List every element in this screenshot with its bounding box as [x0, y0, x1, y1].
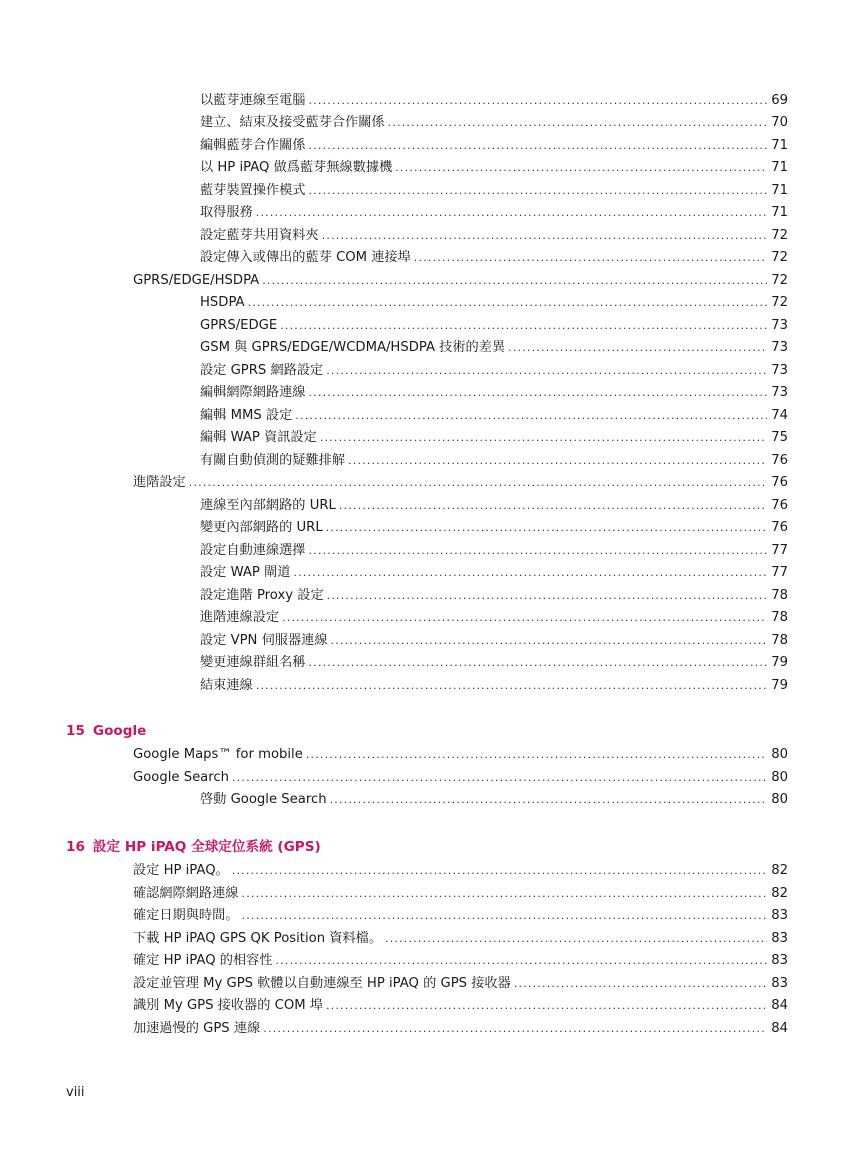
toc-page-number: 73: [771, 318, 788, 333]
toc-section-entry[interactable]: [133, 857, 788, 879]
toc-page-number: 71: [771, 183, 788, 198]
toc-page-number: 72: [771, 273, 788, 288]
toc-entry[interactable]: [200, 537, 788, 559]
toc-leader: [326, 999, 767, 1013]
toc-entry[interactable]: [200, 582, 788, 604]
toc-section-entry[interactable]: [133, 902, 788, 924]
toc-leader: [242, 909, 768, 923]
toc-leader: [232, 771, 767, 785]
toc-section-entry[interactable]: [133, 992, 788, 1014]
toc-entry[interactable]: [200, 649, 788, 671]
toc-entry-title: 設定 HP iPAQ。: [133, 863, 229, 878]
toc-leader: [508, 341, 767, 355]
toc-entry-title: 設定 VPN 伺服器連線: [200, 633, 328, 648]
toc-entry-title: GSM 與 GPRS/EDGE/WCDMA/HSDPA 技術的差異: [200, 340, 506, 355]
toc-entry-title: Google Maps™ for mobile: [133, 747, 303, 762]
toc-page-number: 76: [771, 498, 788, 513]
toc-entry-title: 下載 HP iPAQ GPS QK Position 資料檔。: [133, 931, 383, 946]
toc-entry-title: 以藍芽連線至電腦: [200, 93, 306, 108]
toc-page-number: 73: [771, 385, 788, 400]
toc-leader: [309, 94, 768, 108]
toc-entry-title: 變更連線群組名稱: [200, 655, 306, 670]
toc-entry-title: 藍芽裝置操作模式: [200, 183, 306, 198]
toc-entry-title: 確定日期與時間。: [133, 908, 239, 923]
chapter-number: 16: [66, 839, 85, 855]
toc-entry-title: 設定傳入或傳出的藍芽 COM 連接埠: [200, 250, 411, 265]
toc-entry-title: 設定並管理 My GPS 軟體以自動連線至 HP iPAQ 的 GPS 接收器: [133, 976, 511, 991]
toc-section-entry[interactable]: [133, 1015, 788, 1037]
toc-leader: [388, 116, 768, 130]
toc-leader: [189, 476, 767, 490]
toc-leader: [322, 229, 768, 243]
toc-leader: [339, 499, 767, 513]
toc-entry-title: 加速過慢的 GPS 連線: [133, 1021, 261, 1036]
toc-leader: [320, 431, 767, 445]
toc-page-number: 77: [771, 543, 788, 558]
toc-entry-title: 識別 My GPS 接收器的 COM 埠: [133, 998, 323, 1013]
toc-page-number: 79: [771, 678, 788, 693]
toc-page-number: 82: [771, 863, 788, 878]
toc-entry[interactable]: [200, 559, 788, 581]
toc-page-number: 82: [771, 886, 788, 901]
toc-entry[interactable]: [200, 334, 788, 356]
toc-leader: [263, 1022, 767, 1036]
toc-entry-title: 啓動 Google Search: [200, 792, 327, 807]
chapter-heading-16[interactable]: [66, 837, 321, 857]
toc-entry[interactable]: [200, 199, 788, 221]
toc-page-number: 80: [771, 792, 788, 807]
toc-page-number: 72: [771, 228, 788, 243]
toc-entry[interactable]: [200, 357, 788, 379]
page-folio: viii: [66, 1085, 85, 1100]
toc-leader: [232, 864, 767, 878]
toc-section-entry[interactable]: [133, 469, 788, 491]
toc-leader: [256, 206, 767, 220]
toc-page-number: 80: [771, 770, 788, 785]
toc-entry[interactable]: [200, 312, 788, 334]
toc-page-number: 83: [771, 976, 788, 991]
toc-page-number: 71: [771, 205, 788, 220]
toc-entry-title: GPRS/EDGE/HSDPA: [133, 273, 260, 288]
toc-entry-title: 進階設定: [133, 475, 186, 490]
toc-leader: [293, 566, 767, 580]
toc-entry[interactable]: [200, 604, 788, 626]
toc-leader: [256, 679, 767, 693]
toc-section-entry[interactable]: [133, 947, 788, 969]
toc-entry[interactable]: [200, 109, 788, 131]
toc-page-number: 76: [771, 453, 788, 468]
chapter-number: 15: [66, 723, 85, 739]
toc-page-number: 70: [771, 115, 788, 130]
toc-entry-title: 設定自動連線選擇: [200, 543, 306, 558]
toc-page-number: 84: [771, 1021, 788, 1036]
toc-leader: [327, 589, 768, 603]
toc-leader: [330, 793, 768, 807]
toc-leader: [326, 521, 768, 535]
toc-page-number: 72: [771, 295, 788, 310]
toc-entry[interactable]: [200, 672, 788, 694]
toc-entry-title: 取得服務: [200, 205, 253, 220]
toc-leader: [280, 319, 767, 333]
toc-section-entry[interactable]: [133, 970, 788, 992]
toc-leader: [309, 184, 768, 198]
toc-entry[interactable]: [200, 379, 788, 401]
toc-entry-title: 編輯 MMS 設定: [200, 408, 293, 423]
toc-entry-title: 設定進階 Proxy 設定: [200, 588, 324, 603]
toc-entry[interactable]: [200, 289, 788, 311]
toc-leader: [414, 251, 767, 265]
toc-entry-title: 設定 WAP 閘道: [200, 565, 291, 580]
toc-entry[interactable]: [200, 244, 788, 266]
toc-page-number: 83: [771, 953, 788, 968]
toc-leader: [348, 454, 767, 468]
toc-page-number: 73: [771, 363, 788, 378]
toc-leader: [309, 544, 768, 558]
toc-leader: [242, 887, 768, 901]
toc-entry-title: GPRS/EDGE: [200, 318, 278, 333]
toc-entry-title: 確認網際網路連線: [133, 886, 239, 901]
toc-page-number: 74: [771, 408, 788, 423]
toc-entry[interactable]: [200, 447, 788, 469]
toc-entry-title: 變更內部網路的 URL: [200, 520, 323, 535]
toc-entry[interactable]: [200, 514, 788, 536]
toc-entry[interactable]: [200, 424, 788, 446]
toc-page-number: 77: [771, 565, 788, 580]
toc-entry[interactable]: [200, 154, 788, 176]
toc-section-entry[interactable]: [133, 925, 788, 947]
toc-entry[interactable]: [200, 492, 788, 514]
toc-entry-title: 結束連線: [200, 678, 253, 693]
toc-page-number: 78: [771, 610, 788, 625]
toc-page-number: 84: [771, 998, 788, 1013]
chapter-title: 設定 HP iPAQ 全球定位系統 (GPS): [92, 839, 321, 855]
toc-entry[interactable]: [200, 177, 788, 199]
toc-entry-title: 編輯藍芽合作關係: [200, 138, 306, 153]
toc-leader: [295, 409, 767, 423]
toc-entry[interactable]: [200, 132, 788, 154]
toc-page-number: 76: [771, 520, 788, 535]
toc-entry-title: 連線至內部網路的 URL: [200, 498, 336, 513]
toc-entry-title: 設定 GPRS 網路設定: [200, 363, 324, 378]
toc-leader: [309, 656, 768, 670]
toc-leader: [395, 161, 767, 175]
toc-leader: [385, 932, 767, 946]
toc-entry-title: 編輯網際網路連線: [200, 385, 306, 400]
toc-page-number: 78: [771, 588, 788, 603]
toc-page-number: 78: [771, 633, 788, 648]
toc-leader: [309, 139, 768, 153]
toc-entry-title: 建立、結束及接受藍芽合作關係: [200, 115, 385, 130]
toc-page-number: 73: [771, 340, 788, 355]
toc-page-number: 72: [771, 250, 788, 265]
toc-entry[interactable]: [200, 627, 788, 649]
toc-section-entry[interactable]: [133, 764, 788, 786]
toc-entry[interactable]: [200, 786, 788, 808]
toc-page-number: 75: [771, 430, 788, 445]
chapter-heading-15[interactable]: [66, 721, 146, 741]
toc-entry-title: 以 HP iPAQ 做爲藍芽無線數據機: [200, 160, 393, 175]
toc-page-number: 71: [771, 138, 788, 153]
toc-entry-title: Google Search: [133, 770, 230, 785]
toc-page-number: 69: [771, 93, 788, 108]
toc-entry-title: 有關自動偵測的疑難排解: [200, 453, 346, 468]
toc-leader: [331, 634, 768, 648]
toc-leader: [282, 611, 767, 625]
toc-leader: [248, 296, 768, 310]
toc-leader: [326, 364, 767, 378]
toc-leader: [306, 748, 767, 762]
toc-section-entry[interactable]: [133, 267, 788, 289]
toc-entry-title: 設定藍芽共用資料夾: [200, 228, 319, 243]
toc-page-number: 80: [771, 747, 788, 762]
toc-leader: [262, 274, 767, 288]
toc-page-number: 71: [771, 160, 788, 175]
toc-leader: [514, 977, 767, 991]
toc-leader: [309, 386, 768, 400]
toc-page-number: 83: [771, 908, 788, 923]
toc-page-number: 76: [771, 475, 788, 490]
toc-entry-title: 編輯 WAP 資訊設定: [200, 430, 317, 445]
toc-entry-title: 確定 HP iPAQ 的相容性: [133, 953, 273, 968]
toc-entry-title: 進階連線設定: [200, 610, 280, 625]
toc-entry[interactable]: [200, 87, 788, 109]
chapter-title: Google: [92, 723, 147, 739]
toc-page-number: 83: [771, 931, 788, 946]
toc-page-number: 79: [771, 655, 788, 670]
toc-entry-title: HSDPA: [200, 295, 245, 310]
toc-section-entry[interactable]: [133, 880, 788, 902]
toc-entry[interactable]: [200, 222, 788, 244]
toc-leader: [276, 954, 768, 968]
toc-entry[interactable]: [200, 402, 788, 424]
toc-section-entry[interactable]: [133, 741, 788, 763]
